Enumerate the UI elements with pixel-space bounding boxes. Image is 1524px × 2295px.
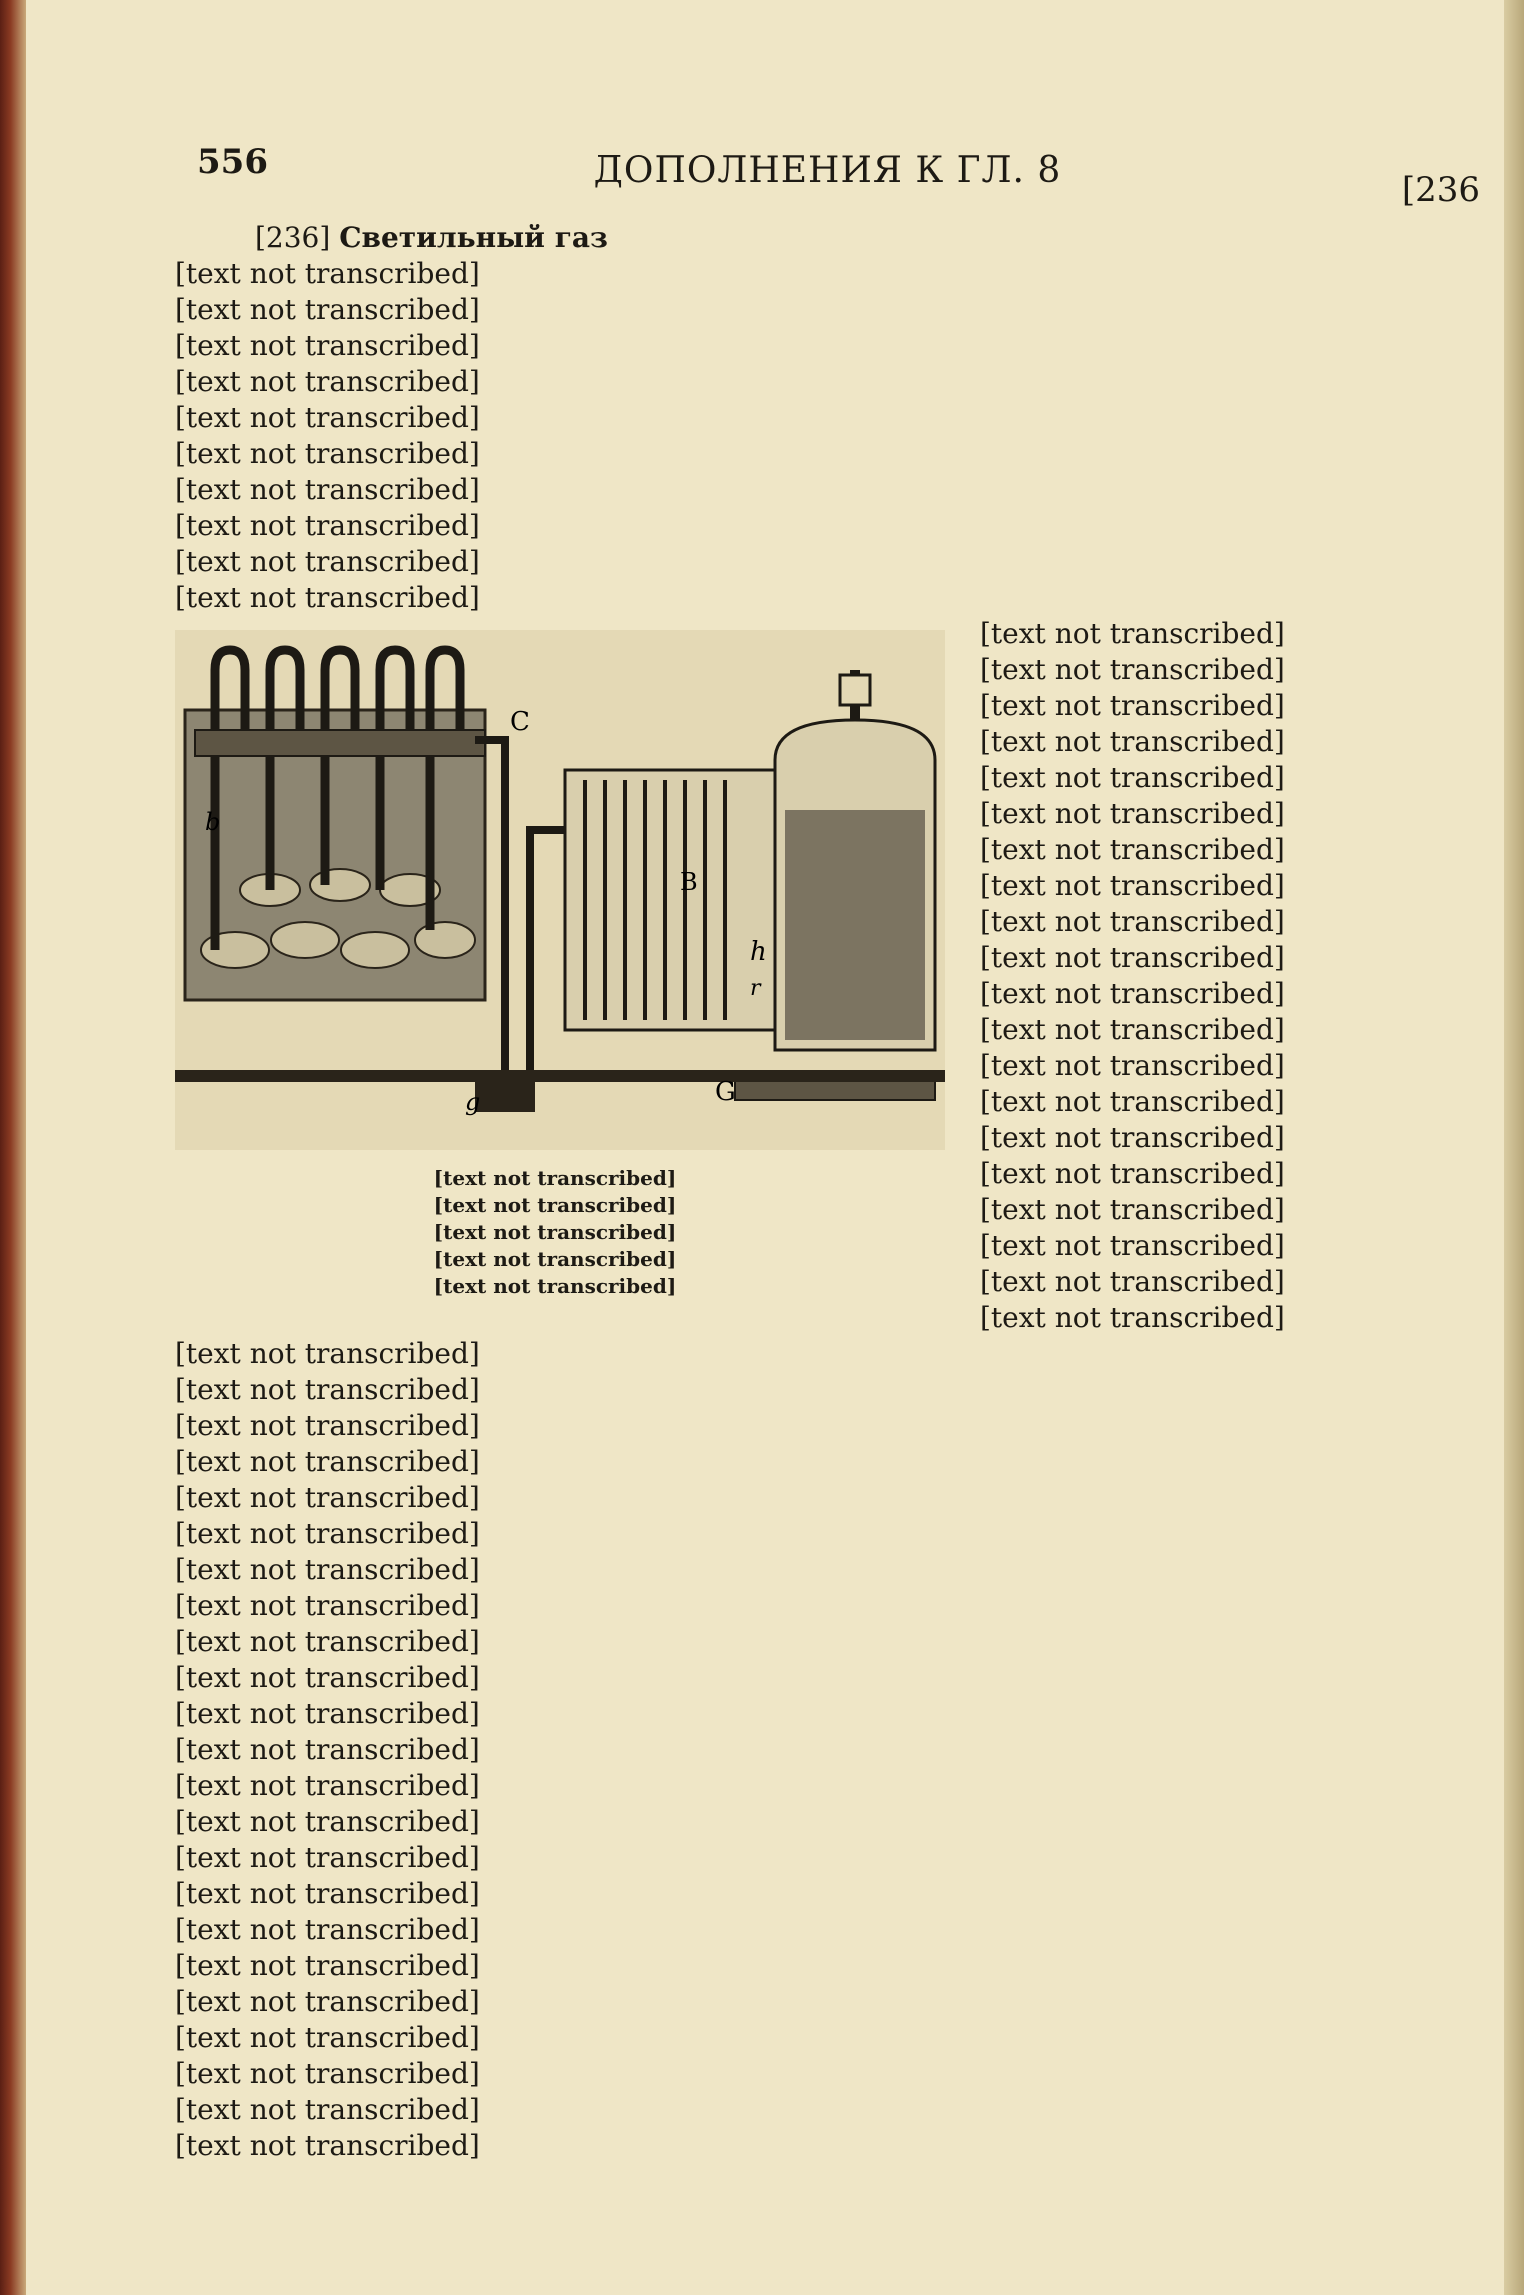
- text-line: [text not transcribed]: [980, 689, 1285, 722]
- book-edge-left: [0, 0, 26, 2295]
- text-line: [text not transcribed]: [175, 2057, 480, 2090]
- text-line: [text not transcribed]: [175, 1697, 480, 1730]
- gas-works-engraving: [175, 630, 945, 1150]
- text-line: [text not transcribed]: [175, 1517, 480, 1550]
- label-g: g: [465, 1088, 481, 1116]
- text-line: [text not transcribed]: [980, 1265, 1285, 1298]
- label-b: b: [205, 808, 221, 836]
- text-line: [text not transcribed]: [175, 545, 480, 578]
- caption-line: [text not transcribed]: [433, 1247, 677, 1271]
- condenser: [565, 770, 775, 1030]
- text-line: [text not transcribed]: [175, 1769, 480, 1802]
- text-line: [text not transcribed]: [980, 653, 1285, 686]
- lead-number: [236]: [255, 221, 331, 254]
- text-line: [text not transcribed]: [980, 1085, 1285, 1118]
- caption-line: [text not transcribed]: [433, 1274, 677, 1298]
- text-line: [text not transcribed]: [980, 905, 1285, 938]
- text-line: [text not transcribed]: [175, 1949, 480, 1982]
- text-line: [text not transcribed]: [175, 1733, 480, 1766]
- book-page: [175, 120, 1480, 2200]
- text-line: [text not transcribed]: [175, 2021, 480, 2054]
- text-line: [text not transcribed]: [175, 1553, 480, 1586]
- lead-line: [175, 220, 1480, 256]
- figure-caption: [185, 1165, 925, 1300]
- text-line: [text not transcribed]: [175, 509, 480, 542]
- text-line: [text not transcribed]: [175, 1877, 480, 1910]
- label-condenser: B: [680, 868, 698, 896]
- hydraulic-seal: [735, 1080, 935, 1100]
- text-line: [text not transcribed]: [175, 581, 480, 614]
- text-line: [text not transcribed]: [175, 1337, 480, 1370]
- caption-line: [text not transcribed]: [433, 1166, 677, 1190]
- text-line: [text not transcribed]: [175, 1445, 480, 1478]
- text-line: [text not transcribed]: [980, 1193, 1285, 1226]
- running-header: [175, 130, 1480, 210]
- text-line: [text not transcribed]: [175, 1661, 480, 1694]
- text-line: [text not transcribed]: [175, 1913, 480, 1946]
- text-line: [text not transcribed]: [175, 473, 480, 506]
- text-line: [text not transcribed]: [980, 869, 1285, 902]
- label-h: h: [750, 937, 767, 967]
- text-line: [text not transcribed]: [175, 2093, 480, 2126]
- text-line: [text not transcribed]: [980, 941, 1285, 974]
- text-line: [text not transcribed]: [980, 761, 1285, 794]
- text-line: [text not transcribed]: [175, 2129, 480, 2162]
- text-line: [text not transcribed]: [980, 833, 1285, 866]
- caption-line: [text not transcribed]: [433, 1193, 677, 1217]
- text-line: [text not transcribed]: [980, 1013, 1285, 1046]
- text-line: [text not transcribed]: [980, 1301, 1285, 1334]
- gas-works-figure: [175, 630, 945, 1298]
- text-line: [text not transcribed]: [175, 1481, 480, 1514]
- text-line: [text not transcribed]: [175, 257, 480, 290]
- label-c: C: [510, 707, 530, 737]
- text-line: [text not transcribed]: [980, 797, 1285, 830]
- text-line: [text not transcribed]: [980, 1049, 1285, 1082]
- text-line: [text not transcribed]: [175, 1985, 480, 2018]
- text-line: [text not transcribed]: [175, 365, 480, 398]
- text-line: [text not transcribed]: [175, 437, 480, 470]
- label-hydraulic: G: [715, 1077, 736, 1107]
- text-line: [text not transcribed]: [980, 977, 1285, 1010]
- coke-filling: [785, 810, 925, 1040]
- label-r: r: [750, 976, 761, 1001]
- running-title: ДОПОЛНЕНИЯ К ГЛ. 8: [593, 150, 1062, 191]
- lead-term: Светильный газ: [339, 221, 608, 254]
- text-line: [text not transcribed]: [980, 1121, 1285, 1154]
- text-line: [text not transcribed]: [175, 1841, 480, 1874]
- text-line: [text not transcribed]: [175, 329, 480, 362]
- text-line: [text not transcribed]: [175, 401, 480, 434]
- text-line: [text not transcribed]: [175, 1805, 480, 1838]
- page-number: 556: [197, 142, 268, 182]
- text-line: [text not transcribed]: [175, 1625, 480, 1658]
- text-line: [text not transcribed]: [980, 617, 1285, 650]
- book-edge-right: [1504, 0, 1524, 2295]
- caption-line: [text not transcribed]: [433, 1220, 677, 1244]
- hydraulic-main: [195, 730, 485, 756]
- text-line: [text not transcribed]: [175, 1409, 480, 1442]
- text-line: [text not transcribed]: [980, 1157, 1285, 1190]
- text-line: [text not transcribed]: [980, 725, 1285, 758]
- text-line: [text not transcribed]: [175, 1589, 480, 1622]
- text-line: [text not transcribed]: [175, 1373, 480, 1406]
- section-mark: [236: [1401, 170, 1480, 210]
- text-line: [text not transcribed]: [980, 1229, 1285, 1262]
- text-line: [text not transcribed]: [175, 293, 480, 326]
